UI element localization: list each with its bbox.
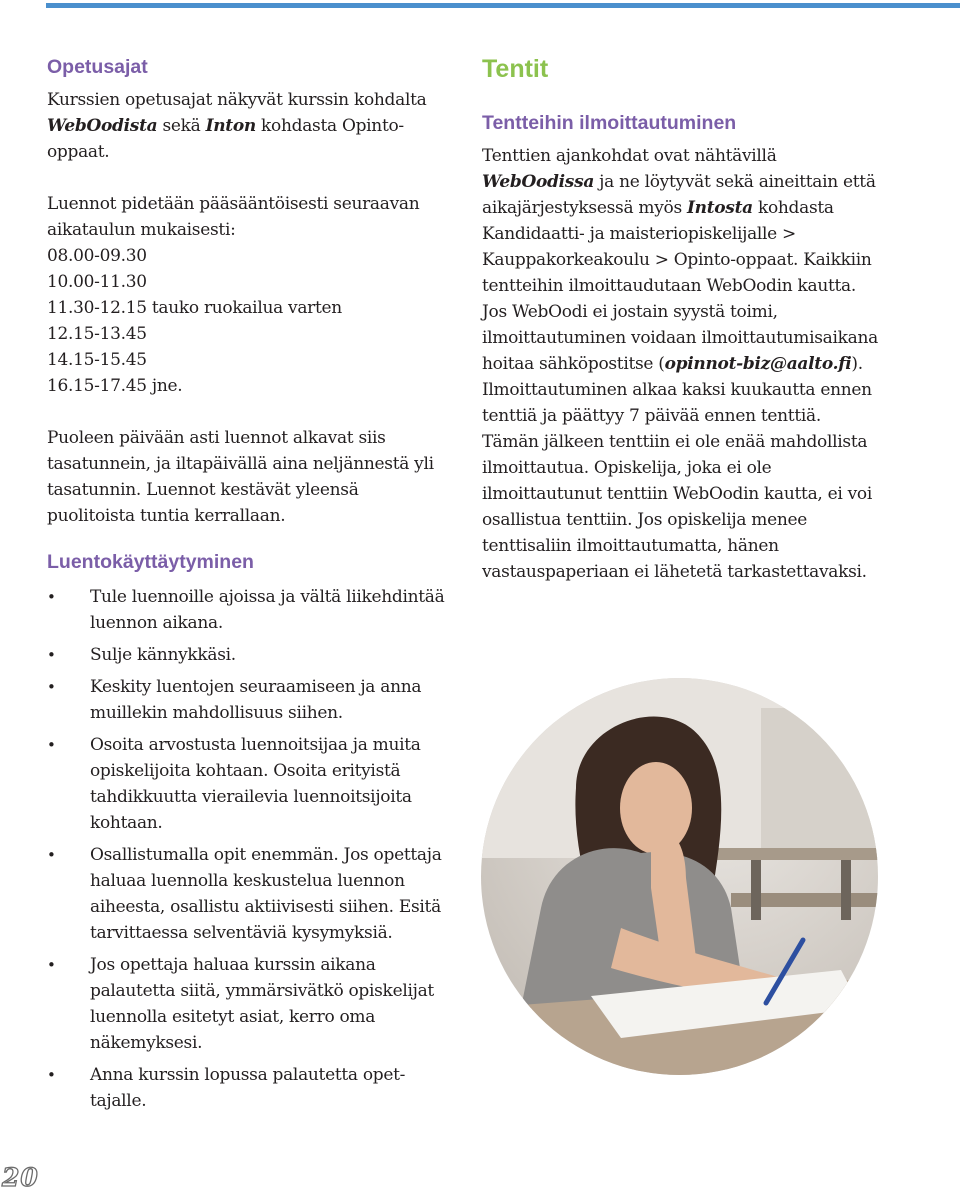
- keyword-weboodista: WebOodista: [47, 116, 158, 136]
- keyword-inton: Inton: [205, 116, 256, 136]
- behavior-list: [47, 584, 447, 1114]
- bullet-icon: •: [47, 588, 56, 606]
- bullet-icon: •: [47, 1066, 56, 1084]
- schedule-time: 16.15-17.45 jne.: [47, 376, 183, 396]
- bullet-icon: •: [47, 678, 56, 696]
- heading-luentokayttaytyminen: Luentokäyttäytyminen: [47, 551, 254, 573]
- paragraph-schedule-intro: Luennot pidetään pääsääntöisesti seuraavan aikataulun mukaisesti:: [47, 194, 420, 240]
- heading-opetusajat: Opetusajat: [47, 56, 148, 78]
- list-item: • Osoita arvostusta luennoitsijaa ja muita opiskelijoita kohtaan. Osoita erityistä tahdikkuutta vierailevia luennoitsijoita kohtaan.: [47, 732, 447, 836]
- left-column: [47, 54, 447, 1120]
- paragraph-schedule-explanation: Puoleen päivään asti luennot alkavat siis tasatunnein, ja iltapäivällä aina neljännestä yli tasatunnin. Luennot kestävät yleensä puolitoista tuntia kerrallaan.: [47, 428, 434, 526]
- paragraph-exam-signup: Tenttien ajankohdat ovat nähtävillä WebOodissa ja ne löytyvät sekä aineittain että aikajärjestyksessä myös Intosta kohdasta Kandidaatti- ja maisteriopiskelijalle > Kauppakorkeakoulu > Opinto-oppaat. Kaikkiin tentteihin ilmoittaudutaan WebOodin kautta. Jos WebOodi ei jostain syystä toimi, ilmoittautuminen voidaan ilmoittautumisaikana hoitaa sähköpostitse (opinnot-biz@aalto.fi). Ilmoittautuminen alkaa kaksi kuukautta ennen tenttiä ja päättyy 7 päivää ennen tenttiä. Tämän jälkeen tenttiin ei ole enää mahdollista ilmoittautua. Opiskelija, joka ei ole ilmoittautunut tenttiin WebOodin kautta, ei voi osallistua tenttiin. Jos opiskelija menee tenttisaliin ilmoittautumatta, hänen vastauspaperiaan ei lähetetä tarkastettavaksi.: [482, 146, 878, 582]
- right-column: [482, 54, 882, 585]
- schedule-time: 11.30-12.15 tauko ruokailua varten: [47, 298, 342, 318]
- schedule-time: 08.00-09.30: [47, 246, 147, 266]
- list-item: • Tule luennoille ajoissa ja vältä liikehdintää luennon aikana.: [47, 584, 447, 636]
- list-item: • Jos opettaja haluaa kurssin aikana palautetta siitä, ymmärsivätkö opiskelijat luennolla esitetyt asiat, kerro oma näkemyksesi.: [47, 952, 447, 1056]
- schedule-times: [47, 243, 447, 399]
- list-item: • Keskity luentojen seuraamiseen ja anna muillekin mahdollisuus siihen.: [47, 674, 447, 726]
- bullet-icon: •: [47, 736, 56, 754]
- heading-tentit: Tentit: [482, 55, 549, 83]
- list-item: • Anna kurssin lopussa palautetta opettajalle.: [47, 1062, 447, 1114]
- schedule-time: 10.00-11.30: [47, 272, 147, 292]
- keyword-intosta: Intosta: [687, 198, 753, 218]
- student-exam-photo: [481, 678, 878, 1075]
- paragraph-opetusajat: Kurssien opetusajat näkyvät kurssin kohdalta WebOodista sekä Inton kohdasta Opinto-oppaat.: [47, 90, 427, 162]
- top-rule: [46, 3, 960, 8]
- bullet-icon: •: [47, 956, 56, 974]
- keyword-weboodissa: WebOodissa: [482, 172, 595, 192]
- page-number: 20: [2, 1163, 39, 1192]
- heading-tentteihin-ilmoittautuminen: Tentteihin ilmoittautuminen: [482, 112, 737, 134]
- bullet-icon: •: [47, 846, 56, 864]
- email-link[interactable]: opinnot-biz@aalto.fi: [664, 354, 852, 374]
- bullet-icon: •: [47, 646, 56, 664]
- list-item: • Osallistumalla opit enemmän. Jos opettaja haluaa luennolla keskustelua luennon aiheesta, osallistu aktiivisesti siihen. Esitä tarvittaessa selventäviä kysymyksiä.: [47, 842, 447, 946]
- student-illustration: [481, 678, 878, 1075]
- schedule-time: 12.15-13.45: [47, 324, 147, 344]
- schedule-time: 14.15-15.45: [47, 350, 147, 370]
- list-item: • Sulje kännykkäsi.: [47, 642, 447, 668]
